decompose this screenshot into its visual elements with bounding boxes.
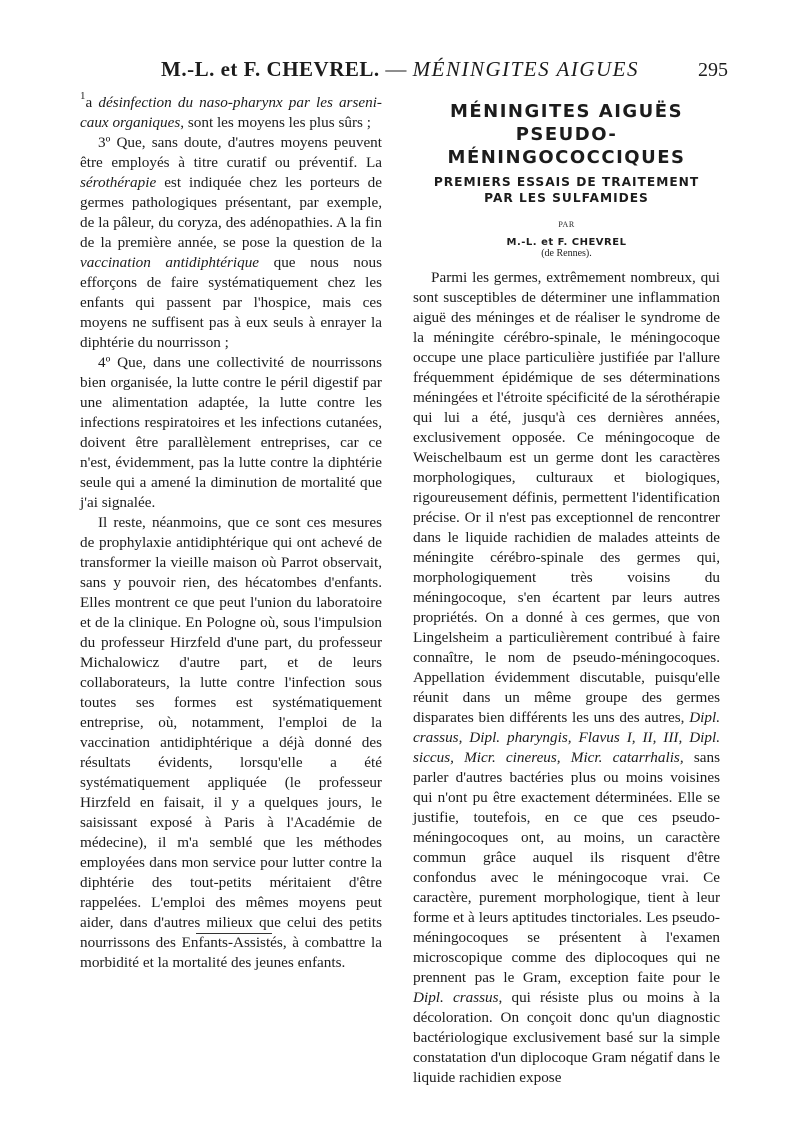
italic-run: sérothérapie [80, 174, 157, 191]
left-paragraph-continuation [80, 86, 382, 133]
article-affiliation: (de Rennes). [541, 248, 592, 259]
running-head-authors: M.-L. et F. CHEVREL. [161, 57, 380, 81]
section-divider [196, 933, 272, 934]
right-column [413, 268, 720, 1088]
running-head-title [150, 57, 650, 82]
left-column [80, 86, 382, 973]
left-paragraph-point-4: 4º Que, dans une collectivité de nourrissons bien organisée, la lutte contre le péril digestif par une alimentation adaptée, la lutte contre les infections respiratoires et les infections cutanées, doivent être parallèlement entreprises, car ce n'est, évidemment, pas la lutte contre la diphtérie seule qui a amené la diminution de mortalité que j'ai signalée. [80, 354, 382, 511]
article-subtitle-line: PREMIERS ESSAIS DE TRAITEMENT [433, 175, 700, 189]
article-title-line: MÉNINGITES AIGUËS [449, 101, 684, 122]
running-head [0, 57, 800, 87]
text-run: 3º Que, sans doute, d'autres moyens peuvent être employés à titre curatif ou préventif. La [80, 134, 382, 171]
text-run: , qui résiste plus ou moins à la décoloration. On conçoit donc qu'un diagnostic bactériologique exclusivement basé sur la simple constatation d'un diplocoque Gram négatif dans le liquide rachidien expose [413, 989, 720, 1086]
text-run: est indiquée chez les porteurs de germes pathologiques présentant, par exemple, de la pâleur, du coryza, des adénopathies. A la fin de la première année, se pose la question de la [80, 174, 382, 251]
byline-par: PAR [558, 220, 575, 229]
article-subtitle [413, 174, 720, 206]
italic-run: désinfection du naso-pharynx par les arseni-caux organiques [80, 94, 382, 131]
running-head-separator: — [385, 57, 407, 81]
article-heading [413, 100, 720, 259]
article-subtitle-line: PAR LES SULFAMIDES [484, 191, 649, 205]
left-paragraph-conclusion: Il reste, néanmoins, que ce sont ces mesures de prophylaxie antidiphtérique qui ont achevé de transformer la vieille maison où Parrot observait, sans y pouvoir rien, des hécatombes d'enfants. Elles montrent ce que peut l'union du laboratoire et de la clinique. En Pologne où, sous l'impulsion du professeur Hirzfeld d'une part, du professeur Michalowicz d'autre part, et de leurs collaborateurs, la lutte contre l'infection sous toutes ses formes est systématiquement entreprise, où, notamment, l'emploi de la vaccination antidiphtérique a déjà donné des résultats évidents, lorsqu'elle a été systématiquement appliquée (le professeur Hirzfeld en faisait, il y a quelques jours, le saisissant exposé à Paris à l'Académie de médecine), il m'a semblé que les méthodes employées dans mon service pour lutter contre la diphtérie des tout-petits méritaient d'être rappelées. L'emploi des mêmes moyens peut aider, dans d'autres milieux que celui des petits nourrissons des Enfants-Assistés, à combattre la morbidité et la mortalité des jeunes enfants. [80, 514, 382, 971]
text-run: sans parler d'autres bactéries plus ou moins voisines qui n'ont pu être exactement déterminées. Elle se justifie, toutefois, en ce que ces pseudo-méningocoques ont, au moins, un caractère commun grâce auquel ils risquent d'être confondus avec le méningocoque vrai. Ce caractère, purement morphologique, tient à leur forme et à leurs aptitudes tinctoriales. Les pseudo-méningocoques se présentent à l'examen microscopique comme des diplocoques qui ne prennent pas le Gram, exception faite pour le [413, 749, 720, 986]
article-title-line: PSEUDO- [515, 124, 618, 145]
article-authors: M.-L. et F. CHEVREL [506, 237, 627, 248]
drop-initial: 1 [80, 90, 86, 102]
running-head-topic: MÉNINGITES AIGUES [412, 57, 639, 81]
italic-run: vaccination antidiphtérique [80, 254, 260, 271]
italic-run: Dipl. crassus, Dipl. pharyngis, Flavus I, II, III, Dipl. siccus, Micr. cinereus, Micr. catarrhalis, [413, 709, 720, 766]
text-run: que nous nous efforçons de faire systématiquement chez les enfants qui passent par l'hospice, mais ces moyens ne suffisent pas à eux seuls à enrayer la diphtérie du nourrisson ; [80, 254, 382, 351]
page-number: 295 [698, 59, 728, 81]
text-run: a [85, 94, 99, 111]
text-run: , sont les moyens les plus sûrs ; [180, 114, 371, 131]
left-paragraph-point-3 [80, 133, 382, 353]
right-paragraph-body [413, 268, 720, 1088]
article-title [413, 100, 720, 169]
article-title-line: MÉNINGOCOCCIQUES [447, 147, 686, 168]
italic-run: Dipl. crassus [413, 989, 499, 1006]
text-run: Parmi les germes, extrêmement nombreux, qui sont susceptibles de déterminer une inflammation aiguë des méninges et de réaliser le syndrome de la méningite cérébro-spinale, le méningocoque occupe une place particulière justifiée par l'allure fréquemment épidémique de ses déterminations méningées et l'étroite spécificité de la sérothérapie qui lui a été, jusqu'à ces dernières années, exclusivement opposée. Ce méningocoque de Weischelbaum est un germe dont les caractères morphologiques, culturaux et biologiques, rigoureusement définis, permettent l'identification précise. Or il n'est pas exceptionnel de rencontrer dans le liquide rachidien de malades atteints de méningite cérébro-spinale des germes qui, morphologiquement très voisins du méningocoque, s'en écartent par leurs autres propriétés. On a donné à ces germes, que von Lingelsheim a particulièrement contribué à faire connaître, le nom de pseudo-méningocoques. Appellation évidemment discutable, puisqu'elle réunit dans un même groupe des germes disparates bien différents les uns des autres, [413, 269, 720, 726]
